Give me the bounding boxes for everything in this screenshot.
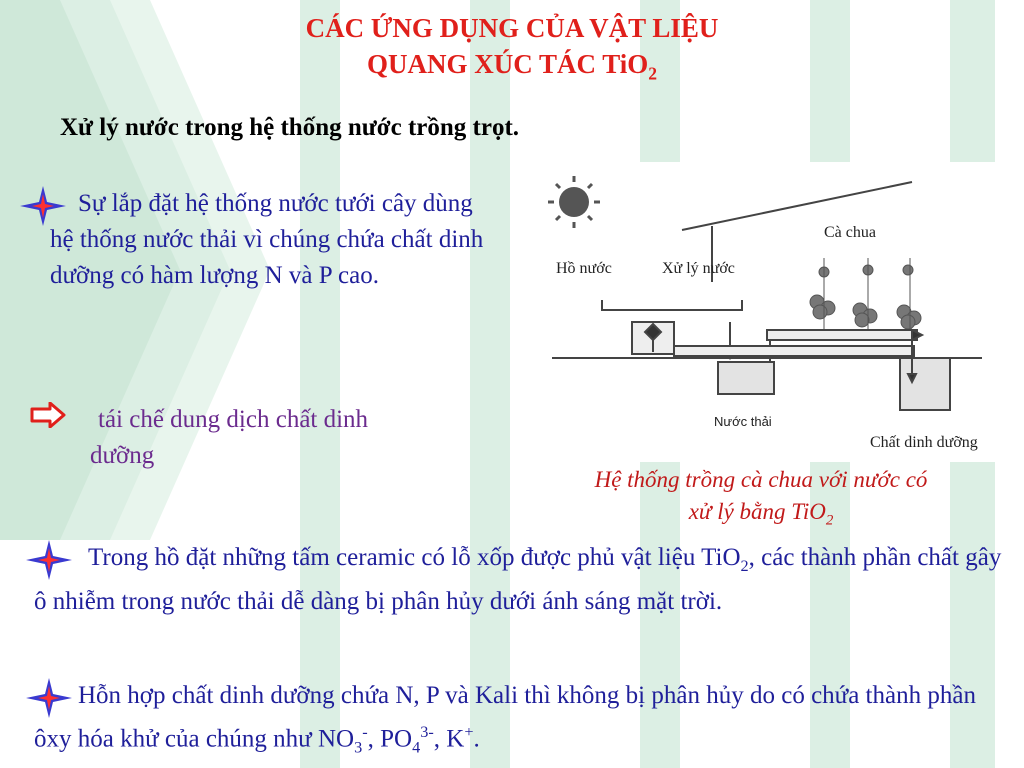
label-pond: Hồ nước (556, 260, 612, 277)
separator-1: , PO (367, 725, 413, 753)
separator-2: , K (433, 725, 465, 753)
caption-line-1: Hệ thống trồng cà chua với nước có (594, 467, 928, 492)
right-arrow-icon (30, 402, 66, 428)
caption-line-2: xử lý bằng TiO (688, 499, 826, 524)
bullet-2-subscript: 2 (740, 557, 749, 575)
sun-icon (548, 176, 600, 228)
diagram-drawing (512, 162, 1024, 462)
bullet-3-text (34, 678, 1004, 765)
recycle-note-text: tái chế dung dịch chất dinh dưỡng (90, 406, 369, 469)
title-subscript: 2 (648, 63, 658, 84)
bullet-3-content: Hỗn hợp chất dinh dưỡng chứa N, P và Kali thì không bị phân hủy do có chứa thành phần ôxy hóa khử của chúng như NO (34, 682, 976, 753)
bullet-2-content-b: , các thành phần chất gây ô nhiễm trong nước thải dễ dàng bị phân hủy dưới ánh sáng mặt trời. (34, 544, 1002, 615)
recycle-note (90, 402, 420, 474)
bullet-1-text (50, 186, 490, 294)
bullet-2-text (34, 540, 1004, 620)
diagram-caption-line-2 (516, 496, 1006, 537)
po4-superscript: 3- (420, 723, 434, 741)
slide-subtitle: Xử lý nước trong hệ thống nước trồng trọt. (60, 114, 520, 141)
k-superscript: + (464, 723, 474, 741)
label-tomato: Cà chua (824, 224, 876, 241)
tomato-system-diagram (512, 162, 1024, 462)
slide-title-line-2 (0, 46, 1024, 91)
title-line-2: QUANG XÚC TÁC TiO (366, 49, 649, 79)
label-nutrient: Chất dinh dưỡng (870, 434, 978, 451)
bullet-2-content-a: Trong hồ đặt những tấm ceramic có lỗ xốp được phủ vật liệu TiO (88, 544, 741, 571)
caption-subscript: 2 (825, 512, 834, 529)
bullet-3-end: . (473, 725, 480, 753)
diagram-caption (516, 464, 1006, 495)
bullet-1-content: Sự lắp đặt hệ thống nước tưới cây dùng hệ thống nước thải vì chúng chứa chất dinh dưỡng có hàm lượng N và P cao. (50, 190, 484, 289)
label-treatment: Xử lý nước (662, 260, 735, 277)
po4-subscript: 4 (412, 738, 421, 757)
no3-subscript: 3 (354, 738, 363, 757)
no3-superscript: - (362, 723, 368, 741)
tomato-plants-icon (810, 258, 921, 334)
slide-title (0, 10, 1024, 46)
title-line-1: CÁC ỨNG DỤNG CỦA VẬT LIỆU (305, 13, 719, 43)
label-wastewater: Nước thải (714, 414, 772, 429)
